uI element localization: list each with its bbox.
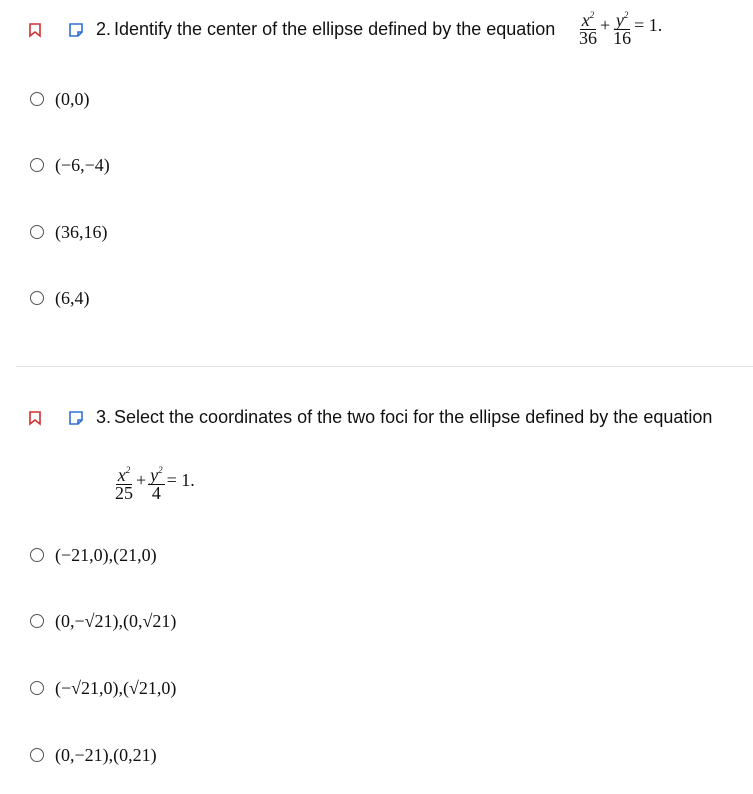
answer-option[interactable]: (0,−√21),(0,√21) [30, 606, 176, 636]
radio-button[interactable] [30, 548, 44, 562]
answer-option[interactable]: (6,4) [30, 283, 90, 313]
question-text: Select the coordinates of the two foci for the ellipse defined by the equation [114, 407, 713, 427]
answer-option[interactable]: (−6,−4) [30, 150, 110, 180]
flag-icon[interactable] [27, 410, 43, 426]
radio-button[interactable] [30, 291, 44, 305]
radio-button[interactable] [30, 92, 44, 106]
flag-icon[interactable] [27, 22, 43, 38]
question-text: Identify the center of the ellipse defined by the equation [114, 19, 556, 39]
answer-option[interactable]: (−21,0),(21,0) [30, 540, 157, 570]
note-icon[interactable] [68, 22, 84, 38]
question-number: 3. [96, 407, 112, 427]
divider [16, 366, 753, 367]
answer-option[interactable]: (0,−21),(0,21) [30, 740, 157, 770]
answer-option[interactable]: (0,0) [30, 84, 90, 114]
radio-button[interactable] [30, 614, 44, 628]
equation: $\frac{x^2}{25}$ + $\frac{y^2}{4}$ = 1. [112, 462, 195, 502]
radio-button[interactable] [30, 681, 44, 695]
note-icon[interactable] [68, 410, 84, 426]
radio-button[interactable] [30, 225, 44, 239]
answer-option[interactable]: (−√21,0),(√21,0) [30, 673, 176, 703]
equation: $\frac{x^2}{36}$ + $\frac{y^2}{16}$ = 1. [576, 7, 662, 47]
radio-button[interactable] [30, 748, 44, 762]
answer-option[interactable]: (36,16) [30, 217, 108, 247]
question-number: 2. [96, 19, 112, 39]
radio-button[interactable] [30, 158, 44, 172]
